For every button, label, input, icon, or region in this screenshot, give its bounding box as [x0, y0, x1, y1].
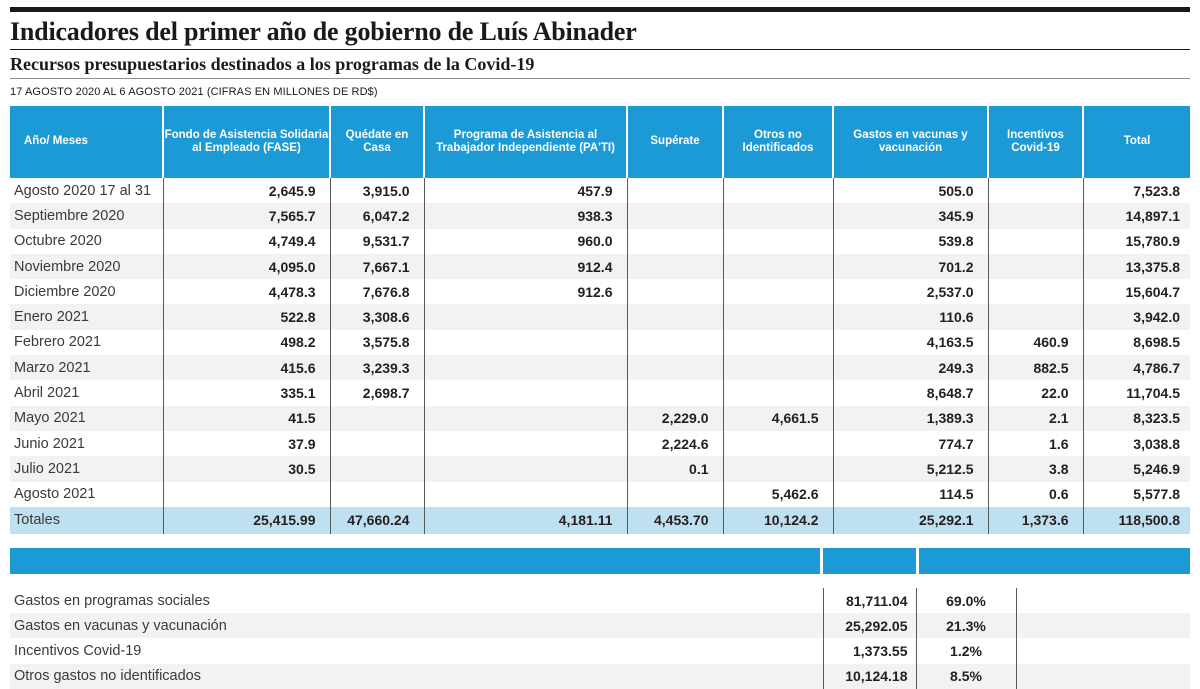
cell-pati: 912.6	[424, 279, 627, 304]
cell-otros	[723, 279, 833, 304]
table-row	[10, 203, 1190, 228]
cell-mes: Marzo 2021	[10, 355, 163, 380]
cell-quedate	[330, 456, 424, 481]
summary-row	[10, 613, 1190, 638]
cell-incentivos	[988, 229, 1083, 254]
cell-totals-otros: 10,124.2	[723, 507, 833, 534]
cell-incentivos	[988, 279, 1083, 304]
table-row	[10, 380, 1190, 405]
col-header-total[interactable]: Total	[1083, 106, 1190, 178]
cell-totals-vacunas: 25,292.1	[833, 507, 988, 534]
cell-incentivos: 460.9	[988, 330, 1083, 355]
cell-total: 5,246.9	[1083, 456, 1190, 481]
cell-incentivos	[988, 178, 1083, 203]
cell-incentivos: 3.8	[988, 456, 1083, 481]
summary-label: Otros gastos no identificados	[10, 664, 823, 689]
cell-pati	[424, 431, 627, 456]
cell-totals-total: 118,500.8	[1083, 507, 1190, 534]
cell-superate	[627, 355, 723, 380]
cell-incentivos: 0.6	[988, 482, 1083, 507]
cell-pati: 457.9	[424, 178, 627, 203]
cell-superate	[627, 304, 723, 329]
cell-otros	[723, 178, 833, 203]
cell-pati: 912.4	[424, 254, 627, 279]
page-title: Indicadores del primer año de gobierno de Luís Abinader	[10, 17, 637, 46]
cell-totals-quedate: 47,660.24	[330, 507, 424, 534]
cell-total: 11,704.5	[1126, 385, 1180, 402]
cell-mes: Febrero 2021	[10, 330, 163, 355]
cell-fase: 41.5	[163, 406, 330, 431]
cell-quedate: 3,915.0	[330, 178, 424, 203]
cell-fase	[163, 482, 330, 507]
table-row	[10, 355, 1190, 380]
cell-pati	[424, 330, 627, 355]
cell-mes: Abril 2021	[10, 380, 163, 405]
col-header-incentivos[interactable]: Incentivos Covid-19	[988, 106, 1083, 178]
cell-pati	[424, 456, 627, 481]
table-row	[10, 330, 1190, 355]
cell-otros	[723, 431, 833, 456]
cell-fase: 335.1	[163, 380, 330, 405]
cell-incentivos	[988, 203, 1083, 228]
table-row	[10, 279, 1190, 304]
cell-incentivos	[988, 254, 1083, 279]
summary-label: Gastos en vacunas y vacunación	[10, 613, 823, 638]
cell-fase: 498.2	[163, 330, 330, 355]
budget-table	[10, 106, 1190, 534]
cell-quedate	[330, 406, 424, 431]
cell-total: 14,897.1	[1083, 203, 1190, 228]
cell-quedate: 7,667.1	[330, 254, 424, 279]
cell-superate	[627, 203, 723, 228]
cell-fase: 522.8	[163, 304, 330, 329]
cell-quedate: 6,047.2	[330, 203, 424, 228]
cell-total: 7,523.8	[1133, 182, 1180, 199]
band-segment-middle	[823, 548, 916, 574]
cell-totals-pati: 4,181.11	[424, 507, 627, 534]
cell-vacunas: 345.9	[833, 203, 988, 228]
cell-vacunas: 505.0	[833, 178, 988, 203]
cell-pati	[424, 304, 627, 329]
cell-vacunas: 4,163.5	[833, 330, 988, 355]
cell-vacunas: 2,537.0	[833, 279, 988, 304]
table-row	[10, 456, 1190, 481]
date-range-note: 17 AGOSTO 2020 AL 6 AGOSTO 2021 (CIFRAS EN MILLONES DE RD$)	[10, 86, 378, 98]
cell-quedate	[330, 431, 424, 456]
cell-vacunas: 774.7	[833, 431, 988, 456]
col-header-mes[interactable]: Año/ Meses	[10, 106, 163, 178]
cell-incentivos: 22.0	[988, 380, 1083, 405]
cell-otros	[723, 304, 833, 329]
cell-totals-incentivos: 1,373.6	[988, 507, 1083, 534]
table-row	[10, 406, 1190, 431]
cell-superate: 0.1	[627, 456, 723, 481]
cell-vacunas: 8,648.7	[833, 380, 988, 405]
summary-percent: 21.3%	[916, 613, 1016, 638]
summary-row	[10, 638, 1190, 663]
table-row	[10, 431, 1190, 456]
col-header-otros[interactable]: Otros no Identificados	[723, 106, 833, 178]
cell-vacunas: 701.2	[833, 254, 988, 279]
cell-otros	[723, 229, 833, 254]
table-body	[10, 178, 1190, 534]
summary-amount: 25,292.05	[823, 613, 916, 638]
col-header-pati[interactable]: Programa de Asistencia al Trabajador Independiente (PA'TI)	[424, 106, 627, 178]
summary-spacer	[1016, 613, 1190, 638]
cell-pati	[424, 482, 627, 507]
cell-total: 8,698.5	[1133, 334, 1180, 351]
table-row	[10, 229, 1190, 254]
cell-superate	[627, 178, 723, 203]
cell-fase: 7,565.7	[163, 203, 330, 228]
cell-total: 5,577.8	[1133, 486, 1180, 503]
summary-label: Gastos en programas sociales	[14, 592, 210, 609]
table-row	[10, 254, 1190, 279]
cell-pati: 960.0	[424, 229, 627, 254]
summary-spacer	[1016, 588, 1190, 613]
cell-mes: Agosto 2020 17 al 31	[10, 178, 163, 203]
blue-separator-band	[10, 548, 1190, 574]
cell-superate	[627, 279, 723, 304]
cell-mes: Enero 2021	[10, 304, 163, 329]
page-subtitle: Recursos presupuestarios destinados a los programas de la Covid-19	[10, 54, 535, 74]
cell-total: 3,942.0	[1083, 304, 1190, 329]
summary-amount: 81,711.04	[823, 588, 916, 613]
summary-percent: 69.0%	[916, 588, 1016, 613]
cell-quedate: 7,676.8	[330, 279, 424, 304]
cell-totals-fase: 25,415.99	[163, 507, 330, 534]
cell-quedate	[330, 482, 424, 507]
table-header-row	[10, 106, 1190, 178]
cell-otros: 5,462.6	[723, 482, 833, 507]
cell-fase: 37.9	[163, 431, 330, 456]
cell-otros	[723, 380, 833, 405]
cell-fase: 415.6	[163, 355, 330, 380]
cell-incentivos: 1.6	[988, 431, 1083, 456]
cell-quedate: 2,698.7	[330, 380, 424, 405]
cell-fase: 4,478.3	[163, 279, 330, 304]
cell-mes: Junio 2021	[10, 431, 163, 456]
col-header-quedate[interactable]: Quédate en Casa	[330, 106, 424, 178]
cell-mes: Agosto 2021	[10, 482, 163, 507]
cell-otros: 4,661.5	[723, 406, 833, 431]
cell-incentivos: 2.1	[988, 406, 1083, 431]
cell-pati: 938.3	[424, 203, 627, 228]
cell-total: 13,375.8	[1083, 254, 1190, 279]
cell-mes: Mayo 2021	[10, 406, 163, 431]
cell-superate	[627, 330, 723, 355]
cell-totals-label: Totales	[10, 507, 163, 534]
cell-vacunas: 249.3	[833, 355, 988, 380]
cell-otros	[723, 254, 833, 279]
cell-totals-superate: 4,453.70	[627, 507, 723, 534]
cell-total: 3,038.8	[1133, 435, 1180, 452]
cell-mes: Octubre 2020	[10, 229, 163, 254]
cell-incentivos: 882.5	[988, 355, 1083, 380]
cell-superate: 2,224.6	[627, 431, 723, 456]
cell-vacunas: 110.6	[833, 304, 988, 329]
cell-superate	[627, 254, 723, 279]
cell-otros	[723, 355, 833, 380]
cell-pati	[424, 355, 627, 380]
cell-superate: 2,229.0	[627, 406, 723, 431]
summary-label: Incentivos Covid-19	[14, 643, 142, 660]
cell-mes: Noviembre 2020	[10, 254, 163, 279]
band-segment-left	[10, 548, 820, 574]
summary-table	[10, 588, 1190, 689]
cell-superate	[627, 380, 723, 405]
band-segment-right	[919, 548, 1190, 574]
summary-row	[10, 588, 1190, 613]
summary-amount: 10,124.18	[823, 664, 916, 689]
table-totals-row	[10, 507, 1190, 534]
summary-amount: 1,373.55	[823, 638, 916, 663]
cell-mes: Diciembre 2020	[10, 279, 163, 304]
cell-vacunas: 539.8	[833, 229, 988, 254]
cell-vacunas: 114.5	[833, 482, 988, 507]
cell-quedate: 9,531.7	[330, 229, 424, 254]
table-row	[10, 482, 1190, 507]
cell-quedate: 3,239.3	[330, 355, 424, 380]
infographic-page	[0, 7, 1200, 685]
col-header-vacunas[interactable]: Gastos en vacunas y vacunación	[833, 106, 988, 178]
cell-otros	[723, 203, 833, 228]
cell-total: 4,786.7	[1083, 355, 1190, 380]
table-header	[10, 106, 1190, 178]
summary-row	[10, 664, 1190, 689]
cell-otros	[723, 330, 833, 355]
cell-mes: Julio 2021	[10, 456, 163, 481]
cell-superate	[627, 229, 723, 254]
cell-quedate: 3,575.8	[330, 330, 424, 355]
cell-otros	[723, 456, 833, 481]
cell-total: 8,323.5	[1083, 406, 1190, 431]
summary-body	[10, 588, 1190, 689]
cell-incentivos	[988, 304, 1083, 329]
cell-quedate: 3,308.6	[330, 304, 424, 329]
cell-pati	[424, 380, 627, 405]
cell-mes: Septiembre 2020	[10, 203, 163, 228]
col-header-superate[interactable]: Supérate	[627, 106, 723, 178]
cell-total: 15,780.9	[1125, 233, 1180, 250]
table-row	[10, 178, 1190, 203]
summary-percent: 1.2%	[916, 638, 1016, 663]
cell-fase: 2,645.9	[163, 178, 330, 203]
cell-vacunas: 1,389.3	[833, 406, 988, 431]
summary-spacer	[1016, 664, 1190, 689]
cell-fase: 4,749.4	[163, 229, 330, 254]
summary-percent: 8.5%	[916, 664, 1016, 689]
cell-fase: 30.5	[163, 456, 330, 481]
summary-spacer	[1016, 638, 1190, 663]
cell-fase: 4,095.0	[163, 254, 330, 279]
cell-superate	[627, 482, 723, 507]
cell-pati	[424, 406, 627, 431]
table-row	[10, 304, 1190, 329]
cell-total: 15,604.7	[1125, 283, 1180, 300]
cell-vacunas: 5,212.5	[833, 456, 988, 481]
col-header-fase[interactable]: Fondo de Asistencia Solidaria al Empleado (FASE)	[163, 106, 330, 178]
